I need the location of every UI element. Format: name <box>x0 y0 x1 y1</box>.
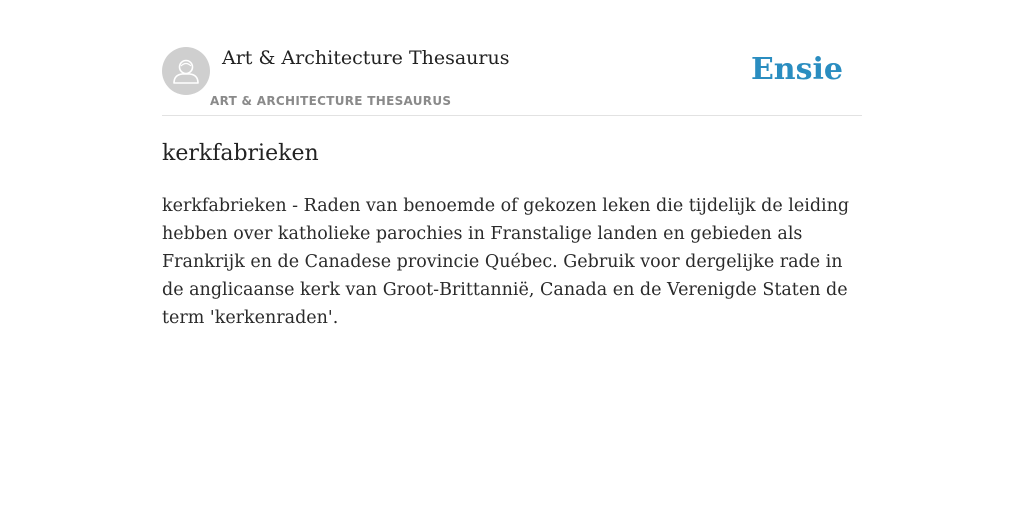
author-subtitle[interactable]: ART & ARCHITECTURE THESAURUS <box>210 94 452 108</box>
author-name[interactable]: Art & Architecture Thesaurus <box>222 47 510 69</box>
author-avatar[interactable] <box>162 47 210 95</box>
ensie-logo[interactable]: Ensie <box>750 52 843 87</box>
page-title: kerkfabrieken <box>162 141 319 166</box>
user-icon <box>162 47 210 95</box>
header-divider <box>162 115 862 116</box>
definition-text: kerkfabrieken - Raden van benoemde of gekozen leken die tijdelijk de leiding hebben over katholieke parochies in Franstalige landen en gebieden als Frankrijk en de Canadese provincie Québec. Gebruik voor dergelijke rade in de anglicaanse kerk van Groot-Brittannië, Canada en de Verenigde Staten de term 'kerkenraden'. <box>162 196 850 328</box>
